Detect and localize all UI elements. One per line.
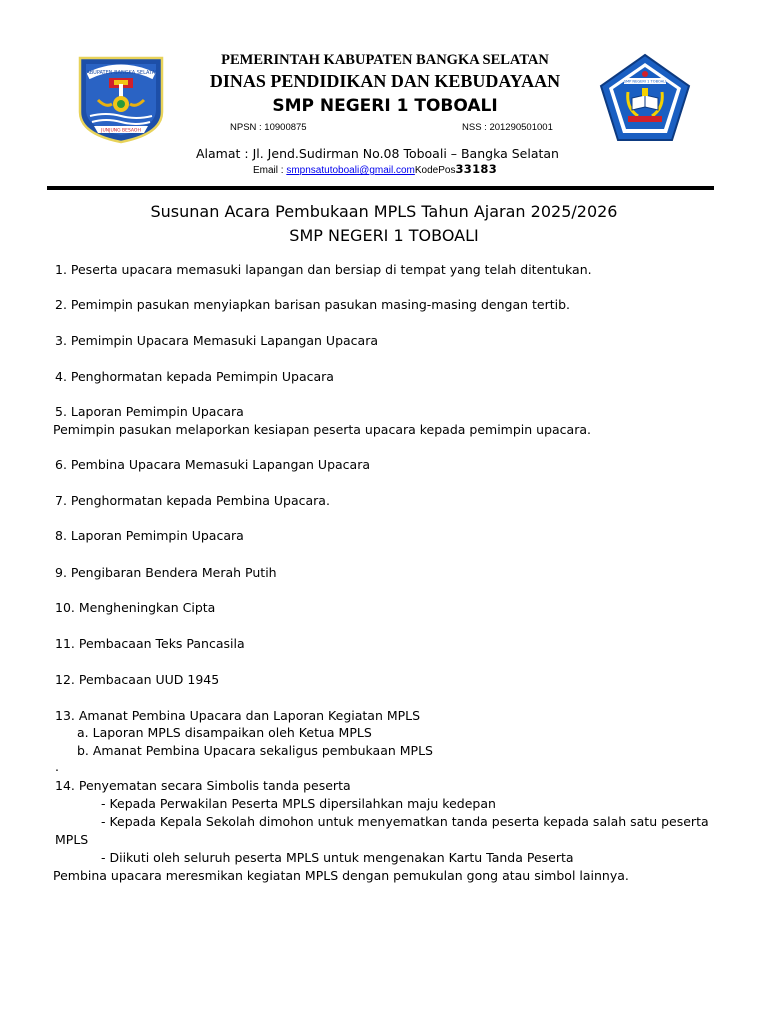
school-logo-text: SMP NEGERI 1 TOBOALI [623,79,667,84]
closing-statement: Pembina upacara meresmikan kegiatan MPLS dengan pemukulan gong atau simbol lainnya. [53,868,629,883]
kodepos-number: 33183 [455,162,497,176]
agenda-item-14-step-3: - Diikuti oleh seluruh peserta MPLS untuk mengenakan Kartu Tanda Peserta [101,850,574,865]
agenda-item-5: 5. Laporan Pemimpin Upacara [55,404,244,419]
agenda-item-14-step-2-continued: MPLS [55,832,89,847]
agenda-item-3: 3. Pemimpin Upacara Memasuki Lapangan Upacara [55,333,378,348]
separator-dot: . [55,759,59,774]
agenda-item-6: 6. Pembina Upacara Memasuki Lapangan Upacara [55,457,371,472]
agenda-item-13a: a. Laporan MPLS disampaikan oleh Ketua MPLS [77,725,372,740]
school-logo-icon [598,52,692,146]
agenda-item-14-step-2: - Kepada Kepala Sekolah dimohon untuk menyematkan tanda peserta kepada salah satu peserta [101,814,709,829]
school-heading: SMP NEGERI 1 TOBOALI [272,96,498,116]
agenda-item-7: 7. Penghormatan kepada Pembina Upacara. [55,493,330,508]
contact-line [253,162,497,176]
agenda-item-5-description: Pemimpin pasukan melaporkan kesiapan peserta upacara kepada pemimpin upacara. [53,422,591,437]
kodepos-label: KodePos [414,165,456,176]
agenda-item-14-step-1: - Kepada Perwakilan Peserta MPLS dipersilahkan maju kedepan [101,796,496,811]
agenda-item-12: 12. Pembacaan UUD 1945 [55,672,220,687]
department-heading: DINAS PENDIDIKAN DAN KEBUDAYAAN [209,71,561,91]
document-subtitle: SMP NEGERI 1 TOBOALI [289,226,479,245]
crest-top-text: KABUPATEN BANGKA SELATAN [83,70,159,76]
letterhead-divider [47,186,714,190]
agenda-item-2: 2. Pemimpin pasukan menyiapkan barisan pasukan masing-masing dengan tertib. [55,297,571,312]
agenda-item-9: 9. Pengibaran Bendera Merah Putih [55,565,277,580]
agenda-item-14: 14. Penyematan secara Simbolis tanda peserta [55,778,351,793]
email-label: Email : [253,165,287,176]
agenda-item-10: 10. Mengheningkan Cipta [55,600,216,615]
npsn-number: NPSN : 10900875 [230,122,307,133]
crest-motto-text: JUNJUNG BESAOH [101,128,141,134]
nss-number: NSS : 201290501001 [462,122,553,133]
government-heading: PEMERINTAH KABUPATEN BANGKA SELATAN [221,52,549,68]
email-link[interactable]: smpnsatutoboali@gmail.com [286,165,415,176]
school-address: Alamat : Jl. Jend.Sudirman No.08 Toboali – Bangka Selatan [196,146,559,161]
agenda-item-1: 1. Peserta upacara memasuki lapangan dan bersiap di tempat yang telah ditentukan. [55,262,592,277]
agenda-item-13: 13. Amanat Pembina Upacara dan Laporan Kegiatan MPLS [55,708,421,723]
kabupaten-crest-icon [76,54,166,144]
agenda-item-8: 8. Laporan Pemimpin Upacara [55,528,244,543]
agenda-item-13b: b. Amanat Pembina Upacara sekaligus pembukaan MPLS [77,743,433,758]
document-title: Susunan Acara Pembukaan MPLS Tahun Ajaran 2025/2026 [150,202,618,221]
agenda-item-4: 4. Penghormatan kepada Pemimpin Upacara [55,369,334,384]
agenda-item-11: 11. Pembacaan Teks Pancasila [55,636,245,651]
